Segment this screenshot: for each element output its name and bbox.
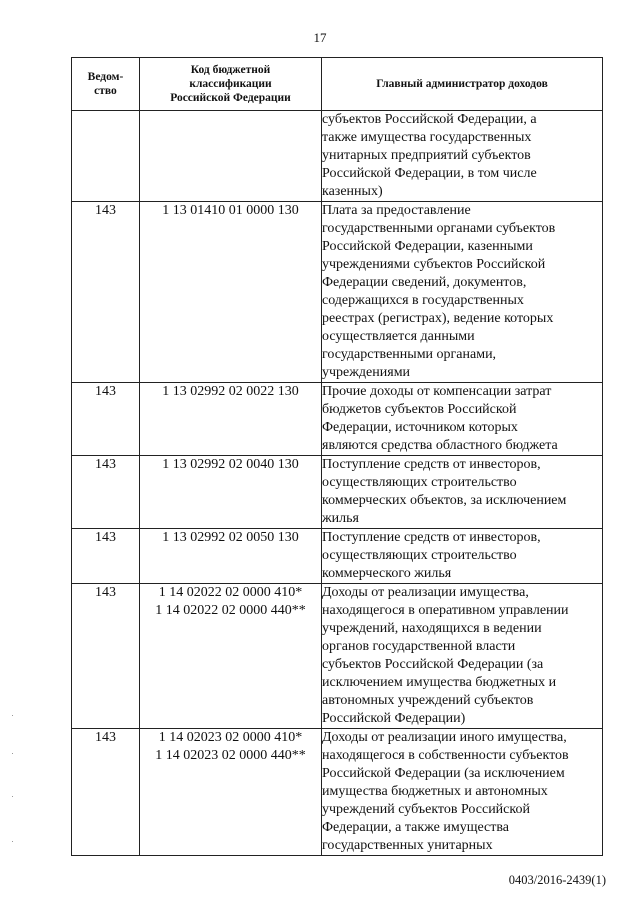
- admin-description-cell: [322, 383, 603, 456]
- description-line: субъектов Российской Федерации, а: [322, 112, 537, 127]
- dept-cell: 143: [72, 529, 140, 584]
- description-line: исключением имущества бюджетных и: [322, 675, 557, 690]
- description-line: Федерации сведений, документов,: [322, 275, 527, 290]
- budget-code: 1 14 02022 02 0000 410*: [158, 585, 303, 600]
- description-line: Российской Федерации, казенными: [322, 239, 533, 254]
- description-line: Федерации, а также имущества: [322, 820, 510, 835]
- header-admin-line: Главный администратор доходов: [376, 78, 548, 90]
- description-line: государственными органами субъектов: [322, 221, 556, 236]
- table-row: [72, 111, 603, 202]
- table-row: [72, 584, 603, 729]
- description-line: унитарных предприятий субъектов: [322, 148, 531, 163]
- table-body: [72, 111, 603, 856]
- dept-cell: 143: [72, 456, 140, 529]
- table-row: [72, 383, 603, 456]
- budget-code: 1 14 02022 02 0000 440**: [155, 603, 306, 618]
- admin-description-cell: [322, 111, 603, 202]
- description-line: осуществляющих строительство: [322, 548, 517, 563]
- description-line: бюджетов субъектов Российской: [322, 402, 517, 417]
- description-line: находящегося в собственности субъектов: [322, 748, 569, 763]
- table-row: [72, 729, 603, 856]
- description-line: коммерческих объектов, за исключением: [322, 493, 567, 508]
- table-row: [72, 529, 603, 584]
- description-line: Российской Федерации (за исключением: [322, 766, 565, 781]
- description-line: государственных унитарных: [322, 838, 493, 853]
- description-line: государственными органами,: [322, 347, 497, 362]
- description-line: учреждений, находящихся в ведении: [322, 621, 542, 636]
- description-line: имущества бюджетных и автономных: [322, 784, 548, 799]
- code-cell: [140, 202, 322, 383]
- header-dept-line: ство: [94, 85, 117, 97]
- budget-code: 1 13 01410 01 0000 130: [162, 203, 299, 218]
- description-line: являются средства областного бюджета: [322, 438, 558, 453]
- description-line: Поступление средств от инвесторов,: [322, 530, 541, 545]
- header-admin: [322, 58, 603, 111]
- description-line: казенных): [322, 184, 383, 199]
- scan-margin-marks: [12, 715, 16, 845]
- description-line: учреждениями: [322, 365, 411, 380]
- header-code-line: классификации: [189, 78, 272, 90]
- document-reference: 0403/2016-2439(1): [508, 873, 606, 887]
- budget-code: 1 14 02023 02 0000 410*: [158, 730, 303, 745]
- budget-code: 1 14 02023 02 0000 440**: [155, 748, 306, 763]
- dept-cell: 143: [72, 202, 140, 383]
- description-line: осуществляющих строительство: [322, 475, 517, 490]
- budget-code: 1 13 02992 02 0050 130: [162, 530, 299, 545]
- header-code: [140, 58, 322, 111]
- description-line: содержащихся в государственных: [322, 293, 524, 308]
- description-line: Российской Федерации): [322, 711, 466, 726]
- code-cell: [140, 111, 322, 202]
- description-line: жилья: [322, 511, 359, 526]
- dept-cell: 143: [72, 729, 140, 856]
- budget-code: 1 13 02992 02 0022 130: [162, 384, 299, 399]
- code-cell: [140, 529, 322, 584]
- page-number: 17: [313, 30, 327, 45]
- table-row: [72, 456, 603, 529]
- code-cell: [140, 383, 322, 456]
- admin-description-cell: [322, 202, 603, 383]
- table-header-row: [72, 58, 603, 111]
- code-cell: [140, 729, 322, 856]
- description-line: коммерческого жилья: [322, 566, 452, 581]
- dept-cell: 143: [72, 383, 140, 456]
- income-admin-table: [71, 57, 603, 856]
- dept-cell: 143: [72, 584, 140, 729]
- admin-description-cell: [322, 456, 603, 529]
- admin-description-cell: [322, 584, 603, 729]
- header-dept: [72, 58, 140, 111]
- dept-cell: [72, 111, 140, 202]
- description-line: Поступление средств от инвесторов,: [322, 457, 541, 472]
- description-line: учреждениями субъектов Российской: [322, 257, 546, 272]
- description-line: осуществляется данными: [322, 329, 475, 344]
- admin-description-cell: [322, 729, 603, 856]
- table-row: [72, 202, 603, 383]
- description-line: реестрах (регистрах), ведение которых: [322, 311, 554, 326]
- description-line: Российской Федерации, в том числе: [322, 166, 537, 181]
- header-code-line: Код бюджетной: [190, 64, 271, 76]
- budget-code: 1 13 02992 02 0040 130: [162, 457, 299, 472]
- description-line: Прочие доходы от компенсации затрат: [322, 384, 552, 399]
- header-code-line: Российской Федерации: [170, 92, 291, 104]
- description-line: также имущества государственных: [322, 130, 532, 145]
- code-cell: [140, 456, 322, 529]
- description-line: Доходы от реализации иного имущества,: [322, 730, 567, 745]
- code-cell: [140, 584, 322, 729]
- description-line: Доходы от реализации имущества,: [322, 585, 529, 600]
- admin-description-cell: [322, 529, 603, 584]
- description-line: автономных учреждений субъектов: [322, 693, 534, 708]
- description-line: Федерации, источником которых: [322, 420, 518, 435]
- description-line: органов государственной власти: [322, 639, 516, 654]
- description-line: находящегося в оперативном управлении: [322, 603, 569, 618]
- header-dept-line: Ведом-: [87, 71, 124, 83]
- description-line: субъектов Российской Федерации (за: [322, 657, 544, 672]
- description-line: Плата за предоставление: [322, 203, 471, 218]
- description-line: учреждений субъектов Российской: [322, 802, 530, 817]
